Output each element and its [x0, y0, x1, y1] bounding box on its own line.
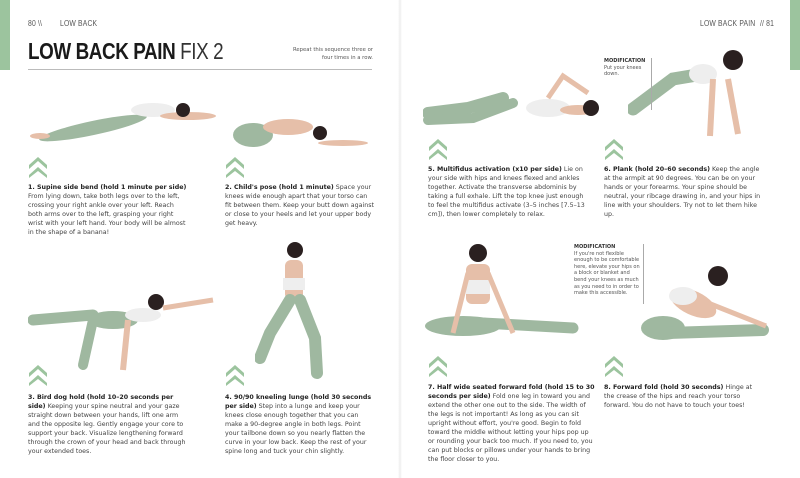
step-body: Step into a lunge and keep your knees close enough together that you can make a 90-degree angle in both legs. Point your tailbone down so you nearly flatten the curve in your low back. Keep the rest of your spine long and tuck your chin slightly. [225, 403, 367, 455]
step-body: Lie on your side with hips and knees flexed and ankles together. Activate the transverse abdominis by taking a full exhale. Lift the top knee just enough to feel the multifidus activate (3–5 inches [7.5–13 cm]), then lower completely to relax. [428, 166, 585, 218]
step-heading: 3. Bird dog hold (hold 10–20 seconds per side) [28, 394, 174, 410]
step-heading: 2. Child's pose (hold 1 minute) [225, 184, 334, 191]
supine-side-bend-photo [28, 88, 218, 148]
chevron-up-icon [226, 364, 244, 386]
modification-note-forward-fold [574, 244, 644, 304]
step-8-text [604, 383, 764, 410]
step-5-text [428, 165, 588, 219]
page-number-left: 80 \\ [28, 19, 43, 28]
right-page-tab [790, 0, 800, 70]
step-heading: 4. 90/90 kneeling lunge (hold 30 seconds per side) [225, 394, 372, 410]
step-1-text [28, 183, 188, 237]
left-page-tab [0, 0, 10, 70]
modification-label: MODIFICATION [574, 244, 616, 250]
title-rule [28, 69, 372, 70]
step-heading: 1. Supine side bend (hold 1 minute per side) [28, 184, 187, 191]
bird-dog-photo [28, 290, 218, 380]
step-6-text [604, 165, 764, 219]
running-header-right: LOW BACK PAIN [700, 19, 756, 28]
step-body: Space your knees wide enough apart that your torso can fit between them. Keep your butt down against or close to your heels and let your upper body get heavy. [225, 184, 374, 227]
step-body: Hinge at the crease of the hips and reach your torso forward. You do not have to touch your toes! [604, 384, 753, 409]
page-number-right: // 81 [760, 19, 775, 28]
chevron-up-icon [226, 156, 244, 178]
step-heading: 8. Forward fold (hold 30 seconds) [604, 384, 724, 391]
chevron-up-icon [29, 156, 47, 178]
modification-label: MODIFICATION [604, 58, 646, 64]
modification-text: Put your knees down. [604, 64, 642, 78]
chevron-up-icon [429, 138, 447, 160]
step-heading: 5. Multifidus activation (x10 per side) [428, 166, 562, 173]
forward-fold-photo [638, 258, 773, 348]
page-gutter [398, 0, 402, 478]
step-7-text [428, 383, 596, 464]
chevron-up-icon [29, 364, 47, 386]
title-light: FIX 2 [180, 38, 224, 64]
childs-pose-photo [228, 105, 368, 153]
chevron-up-icon [605, 355, 623, 377]
half-wide-seated-fold-photo [423, 238, 593, 348]
step-3-text [28, 393, 188, 456]
multifidus-activation-photo [423, 68, 603, 128]
step-4-text [225, 393, 375, 456]
step-heading: 7. Half wide seated forward fold (hold 15 to 30 seconds per side) [428, 384, 595, 400]
title-bold: LOW BACK PAIN [28, 38, 176, 64]
page-title [28, 38, 223, 65]
kneeling-lunge-photo [255, 238, 340, 383]
step-2-text [225, 183, 375, 228]
page-subtitle: Repeat this sequence three or four times in a row. [292, 47, 373, 61]
step-body: Keeping your spine neutral and your gaze straight down between your hands, lift one arm and the opposite leg. Gently engage your core to support your back. Visualize lengthening forward through the crown of your head and back through your extended toes. [28, 403, 186, 455]
running-header-left: LOW BACK [60, 19, 98, 28]
modification-note-plank [604, 58, 652, 110]
chevron-up-icon [429, 355, 447, 377]
step-heading: 6. Plank (hold 20–60 seconds) [604, 166, 710, 173]
step-body: Keep the angle at the armpit at 90 degrees. You can be on your hands or your forearms. Your spine should be neutral, your ribcage drawing in, and your hips in line with your shoulders. Try not to let them hike up. [604, 166, 761, 218]
step-body: From lying down, take both legs over to the left, crossing your right ankle over your left. Reach both arms over to the left, grasping your right wrist with your left hand. Your body will be almost in the shape of a banana! [28, 193, 186, 236]
step-body: Fold one leg in toward you and extend the other one out to the side. The width of the legs is not important! As long as you can sit upright without effort, you're good. Begin to fold toward the middle without letting your hips pop up or rounding your back too much. If you need to, you can put blocks or pillows under your hands to bring the floor closer to you. [428, 393, 593, 463]
modification-text: If you're not flexible enough to be comfortable here, elevate your hips on a block or blanket and bend your knees as much as you need to in order to make this accessible. [574, 250, 640, 297]
chevron-up-icon [605, 138, 623, 160]
